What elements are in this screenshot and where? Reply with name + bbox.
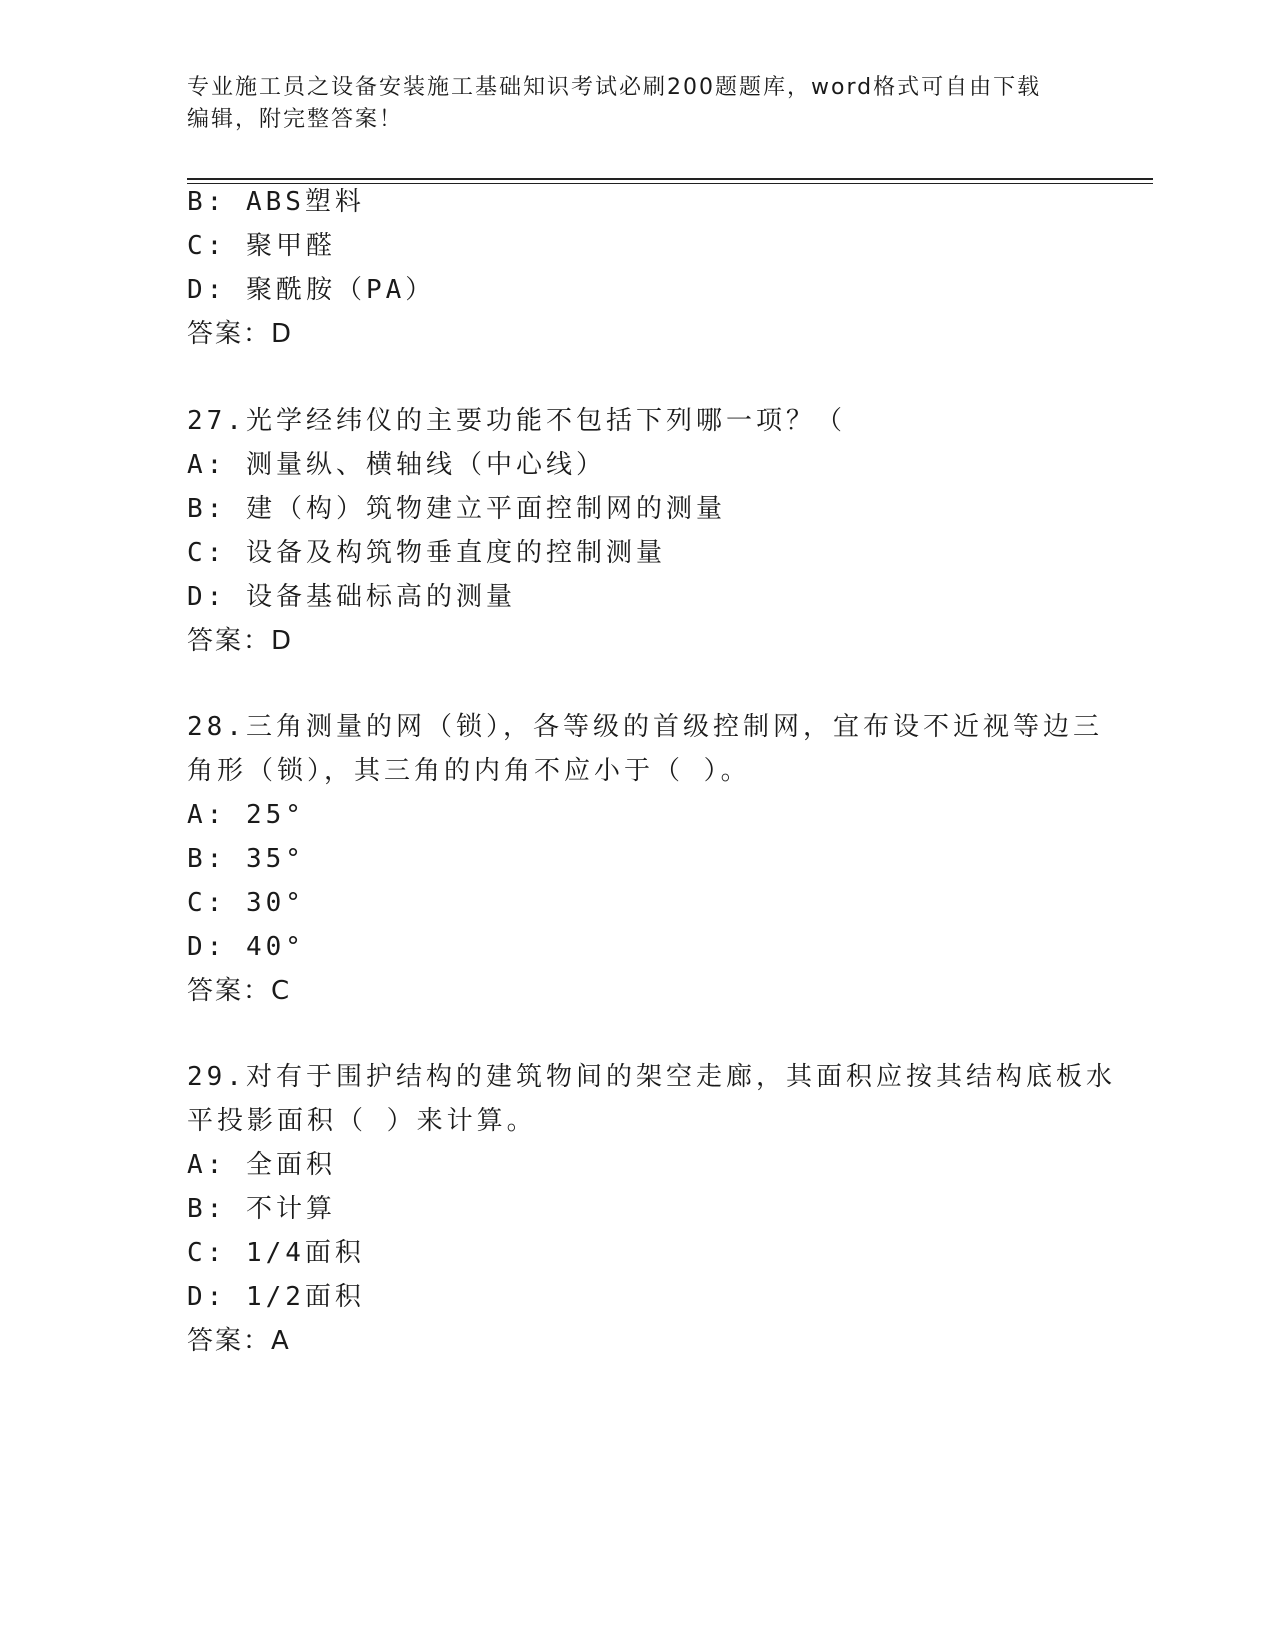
q26-option-d: D: 聚酰胺（PA） [187, 275, 436, 305]
q29-option-c: C: 1/4面积 [187, 1238, 365, 1268]
q26-answer: 答案：D [187, 319, 294, 349]
q26-option-b: B: ABS塑料 [187, 187, 365, 217]
q28-option-c: C: 30° [187, 888, 305, 918]
header-title-line1: 专业施工员之设备安装施工基础知识考试必刷200题题库，word格式可自由下载 [187, 75, 1042, 100]
header-divider-thick [187, 178, 1153, 180]
q29-answer: 答案：A [187, 1326, 291, 1356]
q28-stem-line1: 28.三角测量的网（锁），各等级的首级控制网，宜布设不近视等边三 [187, 712, 1103, 742]
document-header [187, 72, 1087, 136]
q27-option-c: C: 设备及构筑物垂直度的控制测量 [187, 538, 666, 568]
q27-option-d: D: 设备基础标高的测量 [187, 582, 516, 612]
q27-option-a: A: 测量纵、横轴线（中心线） [187, 450, 606, 480]
q27-option-b: B: 建（构）筑物建立平面控制网的测量 [187, 494, 726, 524]
q27-answer: 答案：D [187, 626, 294, 656]
q26-option-c: C: 聚甲醛 [187, 231, 336, 261]
q29-stem-line2: 平投影面积（ ）来计算。 [187, 1106, 537, 1136]
header-divider-thin [187, 183, 1153, 184]
q28-answer: 答案：C [187, 976, 292, 1006]
q28-option-d: D: 40° [187, 932, 305, 962]
q28-option-a: A: 25° [187, 800, 305, 830]
q29-option-a: A: 全面积 [187, 1150, 336, 1180]
q29-option-d: D: 1/2面积 [187, 1282, 365, 1312]
q29-stem-line1: 29.对有于围护结构的建筑物间的架空走廊，其面积应按其结构底板水 [187, 1062, 1116, 1092]
q28-option-b: B: 35° [187, 844, 305, 874]
header-title-line2: 编辑，附完整答案！ [187, 107, 404, 132]
q28-stem-line2: 角形（锁），其三角的内角不应小于（ ）。 [187, 756, 751, 786]
q27-stem: 27.光学经纬仪的主要功能不包括下列哪一项？（ [187, 406, 846, 436]
q29-option-b: B: 不计算 [187, 1194, 336, 1224]
